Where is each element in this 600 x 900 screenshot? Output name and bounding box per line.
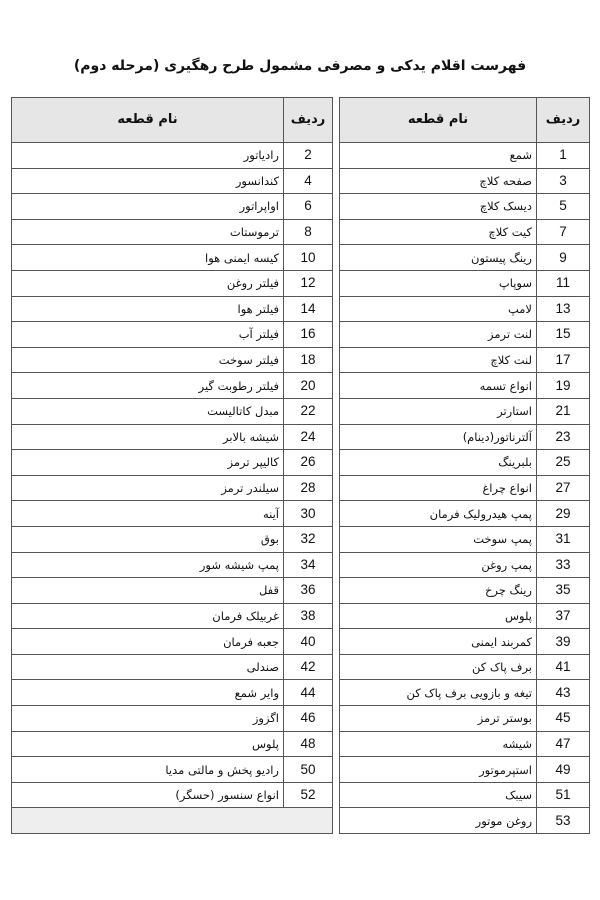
column-gap	[333, 322, 340, 348]
part-name-left: آینه	[12, 501, 284, 527]
part-name-right: رینگ چرخ	[340, 578, 537, 604]
row-number-right: 13	[537, 296, 590, 322]
row-number-left: 50	[284, 757, 333, 783]
row-number-left: 34	[284, 552, 333, 578]
table-row	[12, 680, 590, 706]
row-number-left: 26	[284, 450, 333, 476]
part-name-left: پلوس	[12, 731, 284, 757]
column-gap	[333, 603, 340, 629]
column-gap	[333, 168, 340, 194]
column-gap	[333, 424, 340, 450]
table-row	[12, 757, 590, 783]
part-name-right: لامپ	[340, 296, 537, 322]
part-name-right: سیبک	[340, 782, 537, 808]
row-number-right: 17	[537, 347, 590, 373]
header-row-number-right: ردیف	[537, 98, 590, 143]
row-number-left: 10	[284, 245, 333, 271]
table-row	[12, 373, 590, 399]
table-row	[12, 143, 590, 169]
part-name-right: دیسک کلاچ	[340, 194, 537, 220]
row-number-right: 21	[537, 398, 590, 424]
row-number-left: 36	[284, 578, 333, 604]
row-number-left: 6	[284, 194, 333, 220]
row-number-left: 52	[284, 782, 333, 808]
table-row	[12, 501, 590, 527]
part-name-right: پمپ هیدرولیک فرمان	[340, 501, 537, 527]
page-title: فهرست اقلام یدکی و مصرفی مشمول طرح رهگیری (مرحله دوم)	[73, 58, 527, 74]
table-row	[12, 450, 590, 476]
part-name-right: روغن موتور	[340, 808, 537, 834]
part-name-right: کمربند ایمنی	[340, 629, 537, 655]
row-number-right: 41	[537, 654, 590, 680]
column-gap	[333, 98, 340, 143]
row-number-right: 19	[537, 373, 590, 399]
table-row	[12, 245, 590, 271]
row-number-left: 30	[284, 501, 333, 527]
row-number-right: 35	[537, 578, 590, 604]
row-number-left: 8	[284, 219, 333, 245]
row-number-right: 45	[537, 706, 590, 732]
column-gap	[333, 808, 340, 834]
row-number-right: 11	[537, 270, 590, 296]
row-number-left: 32	[284, 526, 333, 552]
row-number-left: 20	[284, 373, 333, 399]
table-row	[12, 654, 590, 680]
row-number-left: 2	[284, 143, 333, 169]
row-number-left: 14	[284, 296, 333, 322]
part-name-left: رادیو پخش و مالتی مدیا	[12, 757, 284, 783]
column-gap	[333, 296, 340, 322]
part-name-left: مبدل کاتالیست	[12, 398, 284, 424]
row-number-right: 5	[537, 194, 590, 220]
row-number-right: 7	[537, 219, 590, 245]
row-number-left: 16	[284, 322, 333, 348]
part-name-left: انواع سنسور (حسگر)	[12, 782, 284, 808]
part-name-left: فیلتر هوا	[12, 296, 284, 322]
table-row	[12, 270, 590, 296]
table-row	[12, 706, 590, 732]
part-name-left: اواپراتور	[12, 194, 284, 220]
row-number-right: 1	[537, 143, 590, 169]
column-gap	[333, 680, 340, 706]
part-name-left: جعبه فرمان	[12, 629, 284, 655]
part-name-right: بوستر ترمز	[340, 706, 537, 732]
part-name-left: سیلندر ترمز	[12, 475, 284, 501]
column-gap	[333, 270, 340, 296]
parts-table-body	[12, 143, 590, 834]
part-name-left: صندلی	[12, 654, 284, 680]
column-gap	[333, 552, 340, 578]
row-number-right: 49	[537, 757, 590, 783]
column-gap	[333, 629, 340, 655]
part-name-right: لنت ترمز	[340, 322, 537, 348]
row-number-right: 27	[537, 475, 590, 501]
part-name-right: رینگ پیستون	[340, 245, 537, 271]
part-name-left: فیلتر روغن	[12, 270, 284, 296]
table-row	[12, 731, 590, 757]
row-number-left: 4	[284, 168, 333, 194]
part-name-right: سوپاپ	[340, 270, 537, 296]
part-name-right: شمع	[340, 143, 537, 169]
table-row	[12, 578, 590, 604]
empty-cell	[12, 808, 333, 834]
table-row	[12, 475, 590, 501]
row-number-right: 37	[537, 603, 590, 629]
row-number-right: 29	[537, 501, 590, 527]
part-name-right: آلترناتور(دینام)	[340, 424, 537, 450]
column-gap	[333, 731, 340, 757]
column-gap	[333, 398, 340, 424]
part-name-right: استپرموتور	[340, 757, 537, 783]
part-name-left: رادیاتور	[12, 143, 284, 169]
part-name-right: انواع چراغ	[340, 475, 537, 501]
table-row	[12, 194, 590, 220]
part-name-left: قفل	[12, 578, 284, 604]
row-number-right: 51	[537, 782, 590, 808]
header-part-name-right: نام قطعه	[340, 98, 537, 143]
column-gap	[333, 501, 340, 527]
part-name-left: کندانسور	[12, 168, 284, 194]
table-header-row	[12, 98, 590, 143]
part-name-right: پلوس	[340, 603, 537, 629]
row-number-right: 31	[537, 526, 590, 552]
row-number-left: 22	[284, 398, 333, 424]
row-number-left: 46	[284, 706, 333, 732]
table-row	[12, 424, 590, 450]
column-gap	[333, 450, 340, 476]
row-number-right: 43	[537, 680, 590, 706]
table-row	[12, 168, 590, 194]
row-number-left: 42	[284, 654, 333, 680]
part-name-right: لنت کلاچ	[340, 347, 537, 373]
column-gap	[333, 219, 340, 245]
column-gap	[333, 526, 340, 552]
table-row	[12, 808, 590, 834]
part-name-left: کالیپر ترمز	[12, 450, 284, 476]
part-name-right: استارتر	[340, 398, 537, 424]
row-number-right: 23	[537, 424, 590, 450]
column-gap	[333, 782, 340, 808]
part-name-left: کیسه ایمنی هوا	[12, 245, 284, 271]
part-name-right: پمپ روغن	[340, 552, 537, 578]
row-number-left: 12	[284, 270, 333, 296]
row-number-left: 24	[284, 424, 333, 450]
row-number-right: 25	[537, 450, 590, 476]
row-number-left: 38	[284, 603, 333, 629]
column-gap	[333, 347, 340, 373]
row-number-left: 40	[284, 629, 333, 655]
column-gap	[333, 194, 340, 220]
column-gap	[333, 757, 340, 783]
table-row	[12, 526, 590, 552]
row-number-left: 48	[284, 731, 333, 757]
part-name-right: کیت کلاچ	[340, 219, 537, 245]
part-name-left: فیلتر سوخت	[12, 347, 284, 373]
column-gap	[333, 475, 340, 501]
table-row	[12, 296, 590, 322]
part-name-right: انواع تسمه	[340, 373, 537, 399]
part-name-left: وایر شمع	[12, 680, 284, 706]
row-number-right: 39	[537, 629, 590, 655]
row-number-right: 3	[537, 168, 590, 194]
part-name-left: اگزوز	[12, 706, 284, 732]
part-name-right: تیغه و بازویی برف پاک کن	[340, 680, 537, 706]
part-name-left: پمپ شیشه شور	[12, 552, 284, 578]
row-number-left: 44	[284, 680, 333, 706]
part-name-right: پمپ سوخت	[340, 526, 537, 552]
header-row-number-left: ردیف	[284, 98, 333, 143]
row-number-right: 53	[537, 808, 590, 834]
table-row	[12, 782, 590, 808]
table-row	[12, 322, 590, 348]
part-name-right: برف پاک کن	[340, 654, 537, 680]
column-gap	[333, 143, 340, 169]
row-number-right: 47	[537, 731, 590, 757]
row-number-right: 15	[537, 322, 590, 348]
table-row	[12, 219, 590, 245]
table-row	[12, 347, 590, 373]
part-name-left: غربیلک فرمان	[12, 603, 284, 629]
part-name-right: شیشه	[340, 731, 537, 757]
table-row	[12, 629, 590, 655]
table-row	[12, 552, 590, 578]
part-name-right: بلبرینگ	[340, 450, 537, 476]
row-number-right: 9	[537, 245, 590, 271]
part-name-left: شیشه بالابر	[12, 424, 284, 450]
part-name-left: بوق	[12, 526, 284, 552]
row-number-right: 33	[537, 552, 590, 578]
header-part-name-left: نام قطعه	[12, 98, 284, 143]
row-number-left: 28	[284, 475, 333, 501]
column-gap	[333, 373, 340, 399]
table-row	[12, 398, 590, 424]
column-gap	[333, 706, 340, 732]
table-row	[12, 603, 590, 629]
column-gap	[333, 578, 340, 604]
part-name-left: ترموستات	[12, 219, 284, 245]
part-name-left: فیلتر آب	[12, 322, 284, 348]
column-gap	[333, 245, 340, 271]
row-number-left: 18	[284, 347, 333, 373]
column-gap	[333, 654, 340, 680]
part-name-left: فیلتر رطوبت گیر	[12, 373, 284, 399]
parts-table	[11, 97, 590, 834]
part-name-right: صفحه کلاچ	[340, 168, 537, 194]
